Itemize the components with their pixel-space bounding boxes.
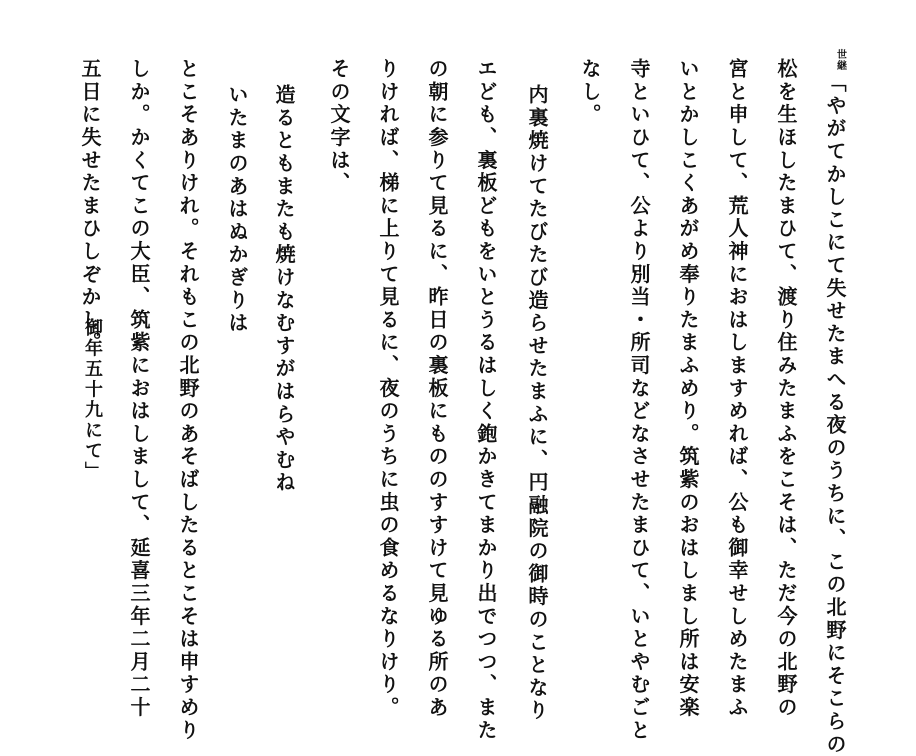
text-column-13: しか。かくてこの大臣、筑紫におはしまして、延喜三年二月二十	[127, 58, 151, 720]
text-column-11: その文字は、	[327, 58, 351, 195]
text-column-4: いとかしこくあがめ奉りたまふめり。筑紫のおはしまし所は安楽	[676, 58, 700, 720]
warichu-annotation: 世 継	[837, 50, 847, 72]
text-column-1: 世 継「やがてかしこにて失せたまへる夜のうちに、この北野にそこらの	[823, 50, 847, 756]
text-column-6: なし。	[578, 58, 602, 127]
text-column-2: 松を生ほしたまひて、渡り住みたまふをこそは、ただ今の北野の	[774, 58, 798, 720]
text-column-14: 五日に失せたまひしぞかし。	[78, 58, 102, 355]
text-column-9: の朝に参りて見るに、昨日の裏板にもののすすけて見ゆる所のあ	[425, 58, 449, 720]
poem-line-2: いたまのあはぬかぎりは	[225, 84, 249, 335]
age-annotation: 御年五十九にて」	[82, 318, 103, 483]
text-column-10: りければ、梯に上りて見るに、夜のうちに虫の食めるなりけり。	[376, 58, 400, 720]
text-column-7: 内裏焼けてたびたび造らせたまふに、円融院の御時のことなり	[525, 84, 549, 723]
text-column-3: 宮と申して、荒人神におはしますめれば、公も御幸せしめたまふ	[725, 58, 749, 720]
poem-line-1: 造るともまたも焼けなむすがはらやむね	[272, 84, 296, 495]
text-column-12: とこそありけれ。それもこの北野のあそばしたるとこそは申すめり	[176, 58, 200, 742]
text-column-5: 寺といひて、公より別当・所司などなさせたまひて、いとやむごと	[627, 58, 651, 742]
text-column-8: エども、裏板どもをいとうるはしく鉋かきてまかり出でつつ、また	[474, 58, 498, 742]
